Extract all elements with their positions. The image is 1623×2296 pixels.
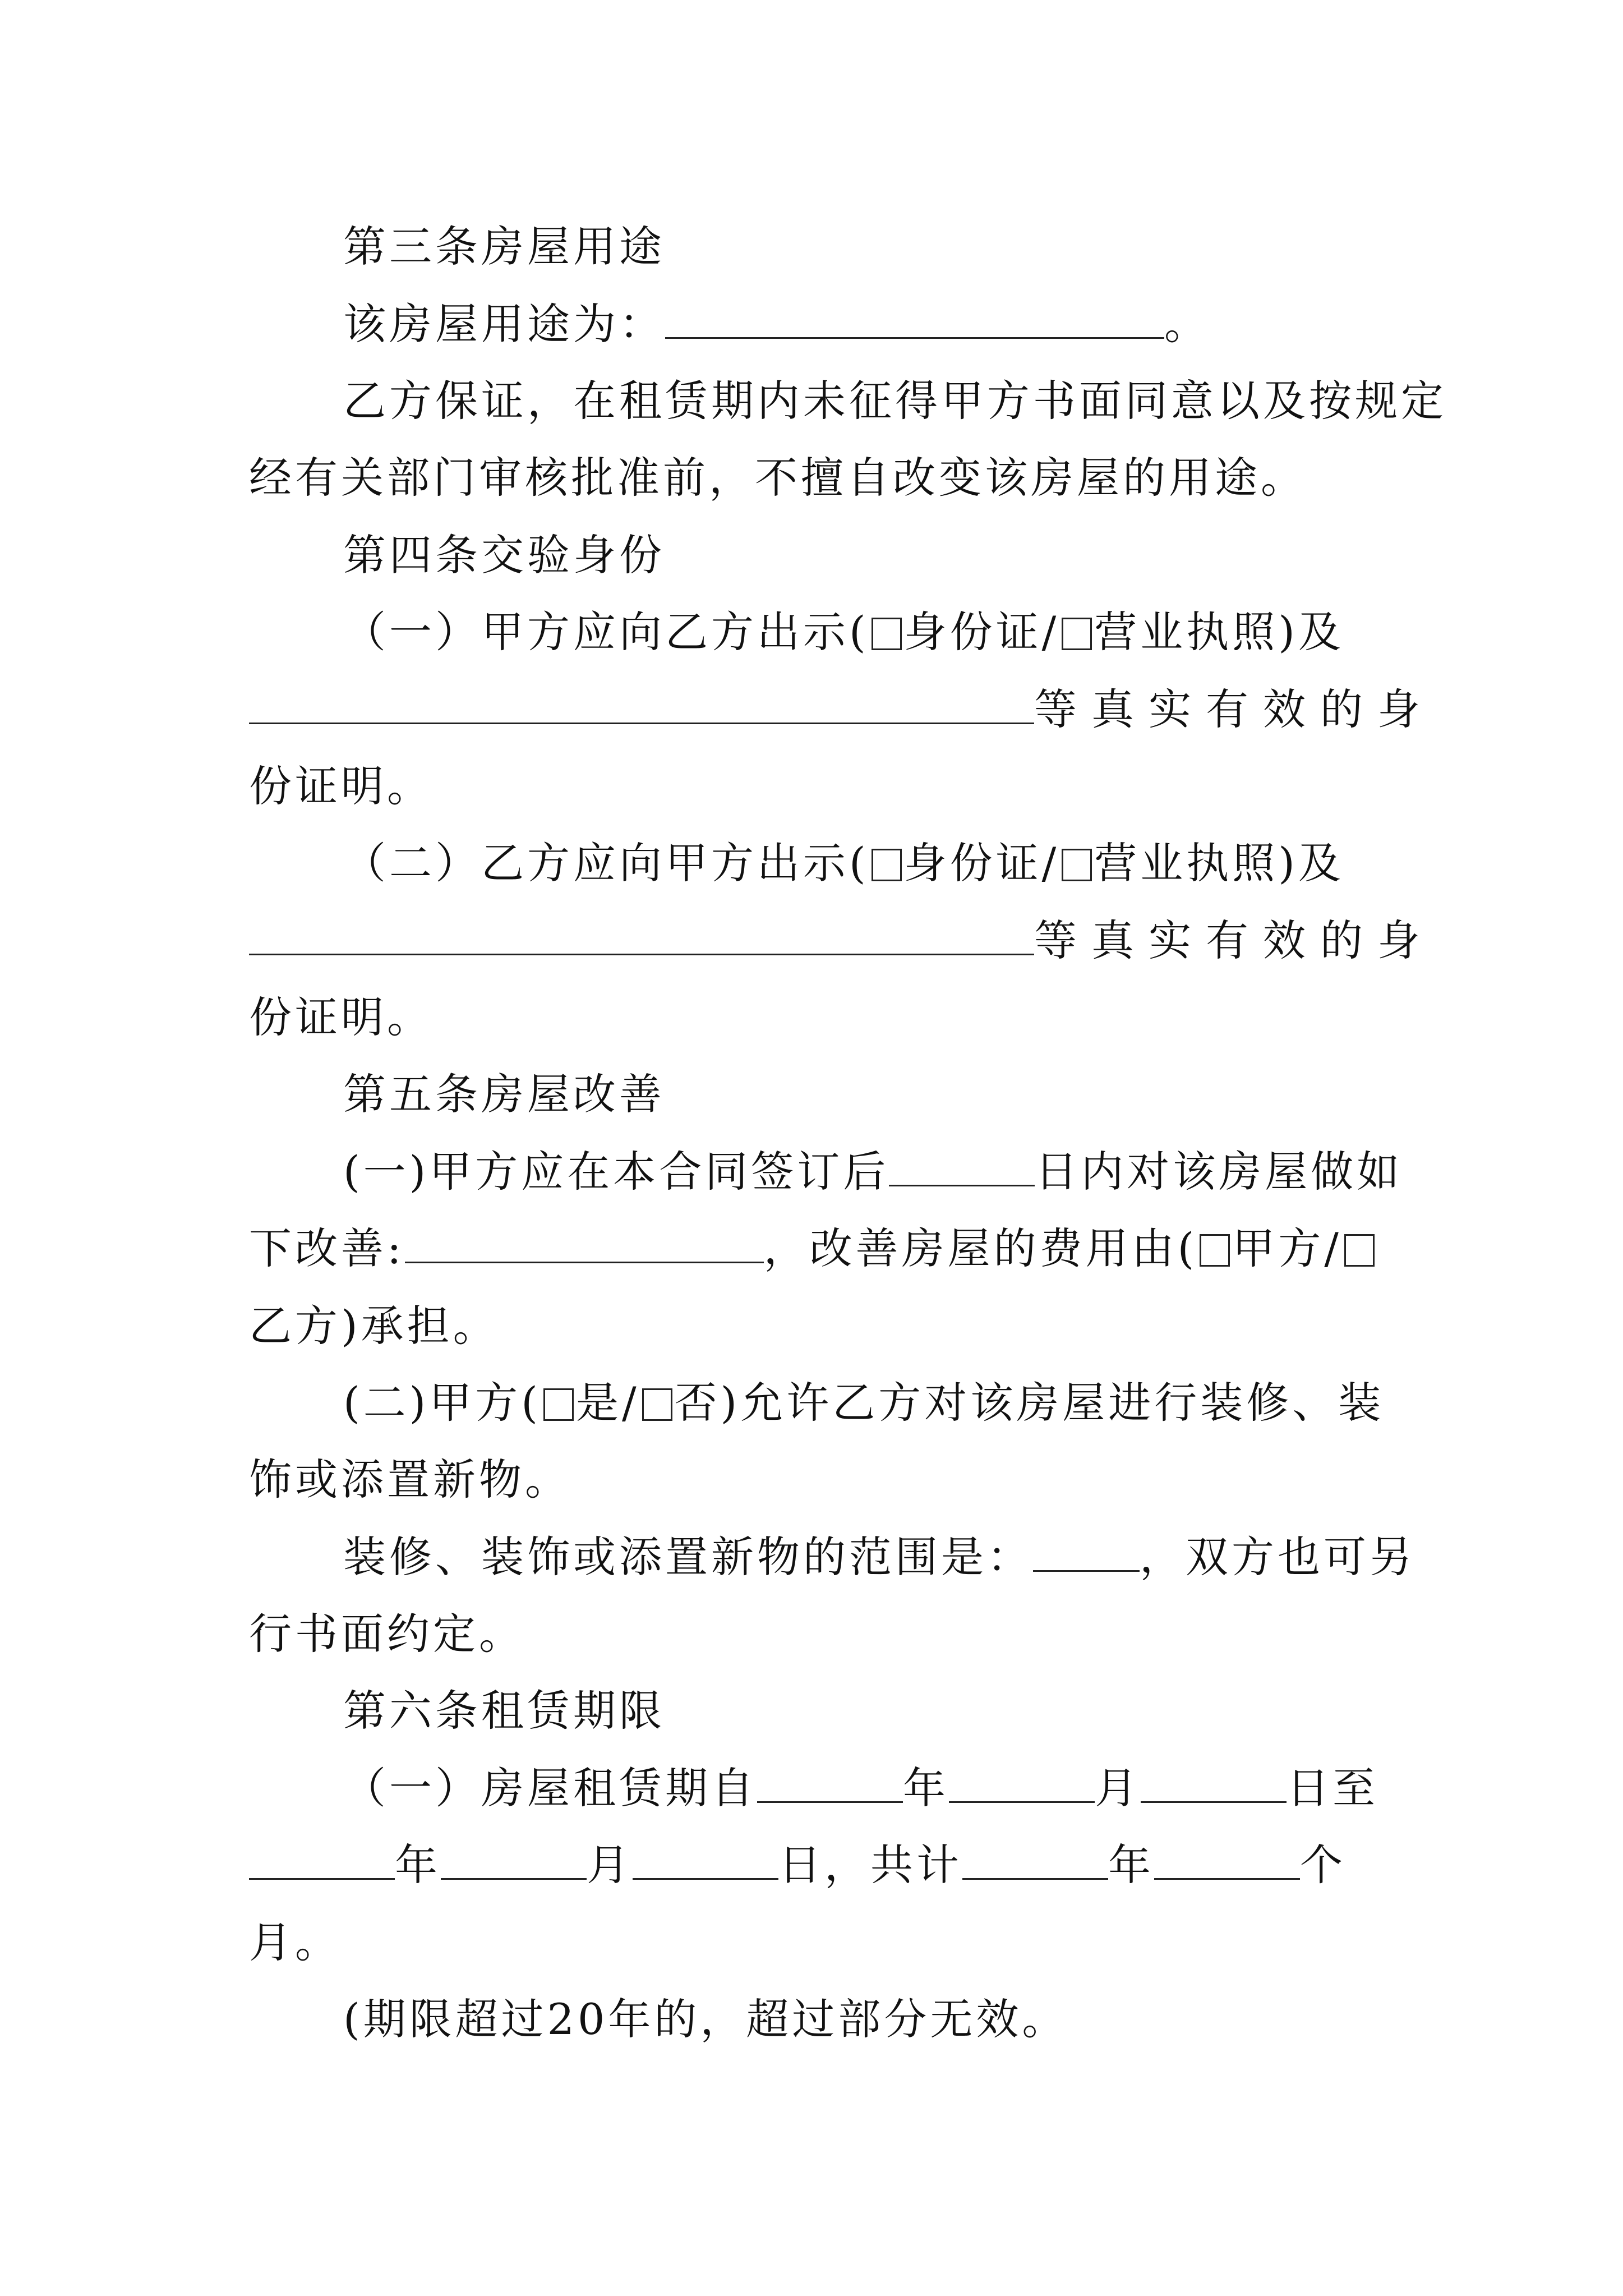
paragraph-text: 否)允许乙方对该房屋进行装修、装 [674, 1378, 1385, 1428]
heading-text: 第六条租赁期限 [343, 1686, 665, 1736]
lease-term-line-3 [249, 1912, 1382, 1973]
lease-term-line-2 [249, 1834, 1382, 1896]
option-label: 是/ [575, 1378, 640, 1428]
paragraph-text: （二）乙方应向甲方出示( [343, 838, 869, 888]
unit-label: 个 [1300, 1840, 1346, 1890]
paragraph-text: 份证明。 [249, 992, 433, 1042]
paragraph-text: 等真实有效的身 [1034, 915, 1435, 965]
year-label: 年 [903, 1763, 949, 1813]
improvement-blank[interactable] [405, 1218, 764, 1263]
option-label: 甲方/ [1232, 1223, 1342, 1273]
paragraph-text: 日内对该房屋做如 [1035, 1147, 1403, 1197]
scope-blank[interactable] [1033, 1526, 1140, 1572]
paragraph-text: 乙方保证，在租赁期内未征得甲方书面同意以及按规定 [343, 376, 1447, 426]
checkbox-id-card-b[interactable] [872, 849, 902, 881]
paragraph-text: (二)甲方( [343, 1378, 541, 1428]
usage-label: 该房屋用途为： [343, 299, 665, 349]
paragraph-text: （一）房屋租赁期自 [343, 1763, 757, 1813]
option-label: 身份证/ [903, 838, 1060, 888]
guarantee-line-2 [249, 447, 1382, 509]
end-year-blank[interactable] [249, 1834, 395, 1880]
paragraph-text: 下改善: [249, 1223, 405, 1273]
decoration-line-1 [343, 1372, 1385, 1434]
id-party-a-line-3 [249, 756, 1382, 817]
guarantee-line-1 [343, 370, 1447, 432]
total-months-blank[interactable] [1154, 1834, 1300, 1880]
id-docs-blank-a[interactable] [249, 679, 1034, 724]
paragraph-text: 份证明。 [249, 761, 433, 811]
decoration-scope-line-2 [249, 1603, 1382, 1665]
checkbox-party-b-cost[interactable] [1344, 1234, 1375, 1267]
month-label: 月 [1095, 1763, 1141, 1813]
article-3-heading [343, 216, 1381, 278]
day-label: 日至 [1287, 1763, 1378, 1813]
paragraph-text: 装修、装饰或添置新物的范围是： [343, 1532, 1033, 1582]
paragraph-text: 经有关部门审核批准前，不擅自改变该房屋的用途。 [249, 453, 1307, 503]
year-label: 年 [395, 1840, 441, 1890]
decoration-line-2 [249, 1449, 1382, 1511]
improvement-line-1 [343, 1141, 1403, 1203]
paragraph-text: ，改善房屋的费用由( [763, 1223, 1198, 1273]
checkbox-party-a-cost[interactable] [1200, 1234, 1230, 1267]
article-5-heading [343, 1064, 1381, 1125]
option-label: 身份证/ [903, 607, 1060, 657]
usage-line [343, 293, 1381, 355]
id-party-b-line-1 [343, 832, 1381, 894]
option-label: 营业执照)及 [1094, 607, 1344, 657]
article-4-heading [343, 524, 1381, 586]
heading-text: 第五条房屋改善 [343, 1069, 665, 1119]
year-label: 年 [1108, 1840, 1154, 1890]
end-month-blank[interactable] [441, 1834, 587, 1880]
paragraph-text: (一)甲方应在本合同签订后 [343, 1147, 889, 1197]
paragraph-text: 行书面约定。 [249, 1609, 525, 1659]
paragraph-text: ，双方也可另 [1140, 1532, 1415, 1582]
usage-blank[interactable] [665, 293, 1164, 339]
period: 。 [1164, 299, 1210, 349]
total-years-blank[interactable] [962, 1834, 1108, 1880]
paragraph-text: (期限超过20年的，超过部分无效。 [343, 1994, 1068, 2044]
paragraph-text: 乙方)承担。 [249, 1301, 499, 1351]
lease-term-line-1 [343, 1757, 1381, 1819]
heading-text: 第三条房屋用途 [343, 222, 665, 272]
id-party-b-line-2 [249, 910, 1435, 972]
paragraph-text: 日，共计 [778, 1840, 962, 1890]
improvement-line-2 [249, 1218, 1382, 1280]
paragraph-text: 等真实有效的身 [1034, 684, 1435, 734]
paragraph-text: 饰或添置新物。 [249, 1455, 571, 1504]
heading-text: 第四条交验身份 [343, 530, 665, 580]
end-day-blank[interactable] [633, 1834, 778, 1880]
month-label: 月 [587, 1840, 633, 1890]
start-day-blank[interactable] [1141, 1757, 1287, 1803]
checkbox-business-license-a[interactable] [1062, 618, 1092, 650]
checkbox-id-card-a[interactable] [872, 618, 902, 650]
option-label: 营业执照)及 [1094, 838, 1344, 888]
start-month-blank[interactable] [949, 1757, 1095, 1803]
start-year-blank[interactable] [757, 1757, 903, 1803]
id-docs-blank-b[interactable] [249, 910, 1034, 955]
decoration-scope-line-1 [343, 1526, 1415, 1588]
checkbox-yes[interactable] [543, 1388, 574, 1421]
id-party-a-line-2 [249, 679, 1435, 740]
paragraph-text: （一）甲方应向乙方出示( [343, 607, 869, 657]
improvement-line-3 [249, 1295, 1382, 1357]
checkbox-business-license-b[interactable] [1062, 849, 1092, 881]
days-blank[interactable] [889, 1141, 1035, 1186]
term-limit-line [343, 1989, 1381, 2050]
paragraph-text: 月。 [249, 1917, 341, 1967]
id-party-b-line-3 [249, 987, 1382, 1048]
article-6-heading [343, 1680, 1381, 1742]
id-party-a-line-1 [343, 601, 1381, 663]
checkbox-no[interactable] [642, 1388, 672, 1421]
